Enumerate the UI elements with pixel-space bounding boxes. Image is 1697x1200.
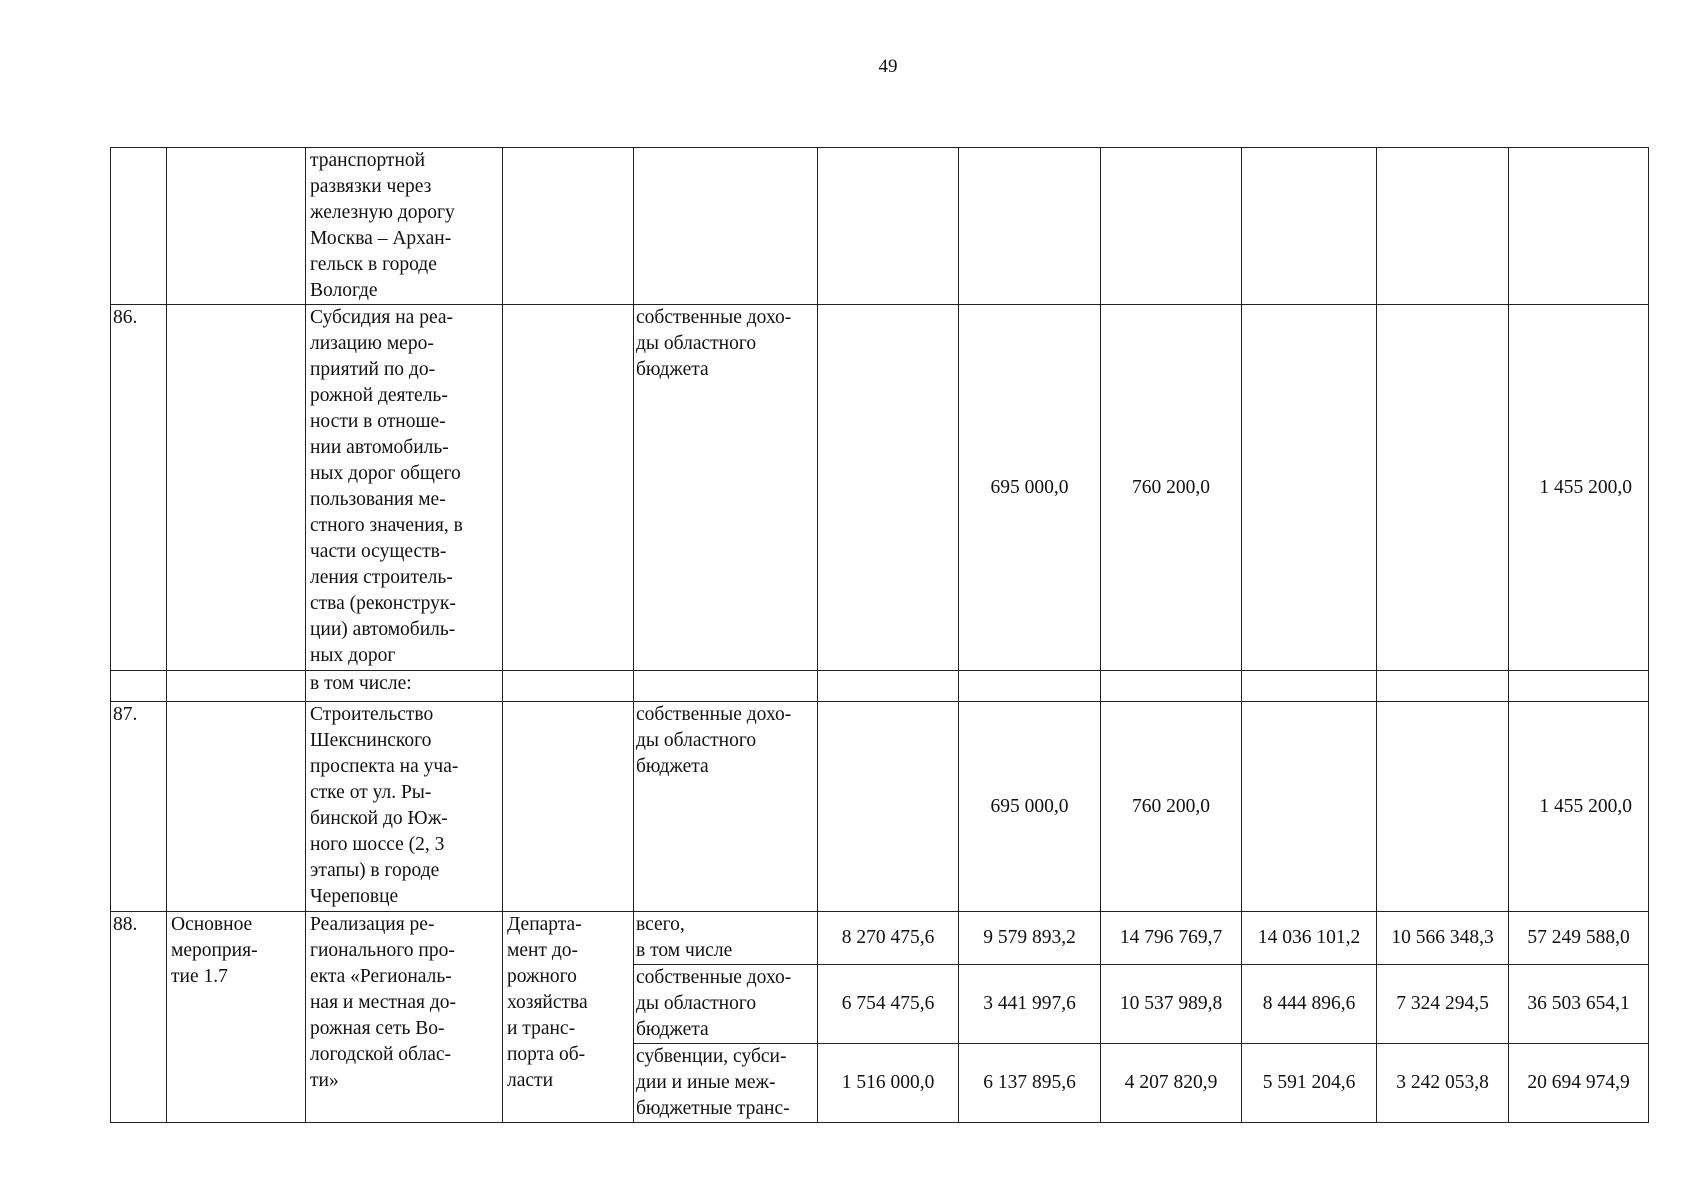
- value-cell: 3 441 997,6: [959, 965, 1101, 1044]
- table-row: [111, 148, 1649, 305]
- executor-cell: Департа- мент до- рожного хозяйства и транс- порта об- ласти: [503, 912, 634, 1123]
- row-number: 88.: [111, 912, 167, 1123]
- activity-cell: [167, 702, 306, 912]
- value-cell: 760 200,0: [1101, 702, 1242, 912]
- table-row: [111, 305, 1649, 671]
- executor-cell: [503, 702, 634, 912]
- total-cell: [1509, 671, 1649, 702]
- total-cell: 57 249 588,0: [1509, 912, 1649, 965]
- value-cell: 8 270 475,6: [818, 912, 959, 965]
- value-cell: 10 537 989,8: [1101, 965, 1242, 1044]
- funding-source-cell: собственные дохо- ды областного бюджета: [634, 305, 818, 671]
- total-cell: 1 455 200,0: [1509, 702, 1649, 912]
- event-name-cell: Субсидия на реа- лизацию меро- приятий по до- рожной деятель- ности в отноше- нии автомобиль- ных дорог общего пользования ме- стного значения, в части осуществ- ления строитель- ства (реконструк- ции) автомобиль- ных дорог: [306, 305, 503, 671]
- value-cell: [818, 671, 959, 702]
- value-cell: 7 324 294,5: [1377, 965, 1509, 1044]
- value-cell: [818, 148, 959, 305]
- activity-cell: Основное мероприя- тие 1.7: [167, 912, 306, 1123]
- total-cell: [1509, 148, 1649, 305]
- value-cell: 1 516 000,0: [818, 1044, 959, 1123]
- total-cell: 1 455 200,0: [1509, 305, 1649, 671]
- funding-source-cell: [634, 148, 818, 305]
- value-cell: [1242, 702, 1377, 912]
- executor-cell: [503, 671, 634, 702]
- funding-source-text: субвенции, субси- дии и иные меж- бюджетные транс-: [636, 1046, 790, 1119]
- row-number: 86.: [111, 305, 167, 671]
- activity-cell: [167, 305, 306, 671]
- activity-cell: [167, 148, 306, 305]
- value-cell: [959, 671, 1101, 702]
- value-cell: [1101, 671, 1242, 702]
- funding-source-cell: всего, в том числе: [634, 912, 818, 965]
- total-cell: 20 694 974,9: [1509, 1044, 1649, 1123]
- activity-cell: [167, 671, 306, 702]
- value-cell: 14 036 101,2: [1242, 912, 1377, 965]
- value-cell: 8 444 896,6: [1242, 965, 1377, 1044]
- value-cell: 9 579 893,2: [959, 912, 1101, 965]
- value-cell: 695 000,0: [959, 305, 1101, 671]
- value-cell: [818, 702, 959, 912]
- value-cell: [818, 305, 959, 671]
- executor-cell: [503, 305, 634, 671]
- value-cell: 14 796 769,7: [1101, 912, 1242, 965]
- value-cell: 10 566 348,3: [1377, 912, 1509, 965]
- event-name-cell: Реализация ре- гионального про- екта «Региональ- ная и местная до- рожная сеть Во- логодской облас- ти»: [306, 912, 503, 1123]
- table-row: [111, 702, 1649, 912]
- value-cell: [1377, 671, 1509, 702]
- row-number: 87.: [111, 702, 167, 912]
- value-cell: 6 754 475,6: [818, 965, 959, 1044]
- event-name-cell: транспортной развязки через железную дорогу Москва – Архан- гельск в городе Вологде: [306, 148, 503, 305]
- total-cell: 36 503 654,1: [1509, 965, 1649, 1044]
- row-number: [111, 148, 167, 305]
- value-cell: [1377, 148, 1509, 305]
- event-name-cell: в том числе:: [306, 671, 503, 702]
- value-cell: [959, 148, 1101, 305]
- value-cell: 3 242 053,8: [1377, 1044, 1509, 1123]
- budget-table: [110, 147, 1649, 1123]
- page-number: 49: [878, 56, 898, 77]
- value-cell: 695 000,0: [959, 702, 1101, 912]
- value-cell: [1377, 702, 1509, 912]
- event-name-cell: Строительство Шекснинского проспекта на уча- стке от ул. Ры- бинской до Юж- ного шоссе (2, 3 этапы) в городе Череповце: [306, 702, 503, 912]
- funding-source-cell: собственные дохо- ды областного бюджета: [634, 965, 818, 1044]
- funding-source-cell: [634, 1044, 818, 1123]
- value-cell: 5 591 204,6: [1242, 1044, 1377, 1123]
- row-number: [111, 671, 167, 702]
- value-cell: [1101, 148, 1242, 305]
- executor-cell: [503, 148, 634, 305]
- funding-source-cell: собственные дохо- ды областного бюджета: [634, 702, 818, 912]
- value-cell: [1242, 148, 1377, 305]
- funding-source-cell: [634, 671, 818, 702]
- value-cell: [1242, 305, 1377, 671]
- value-cell: 4 207 820,9: [1101, 1044, 1242, 1123]
- table-row: [111, 912, 1649, 965]
- table-row: [111, 671, 1649, 702]
- value-cell: [1242, 671, 1377, 702]
- value-cell: 6 137 895,6: [959, 1044, 1101, 1123]
- value-cell: 760 200,0: [1101, 305, 1242, 671]
- value-cell: [1377, 305, 1509, 671]
